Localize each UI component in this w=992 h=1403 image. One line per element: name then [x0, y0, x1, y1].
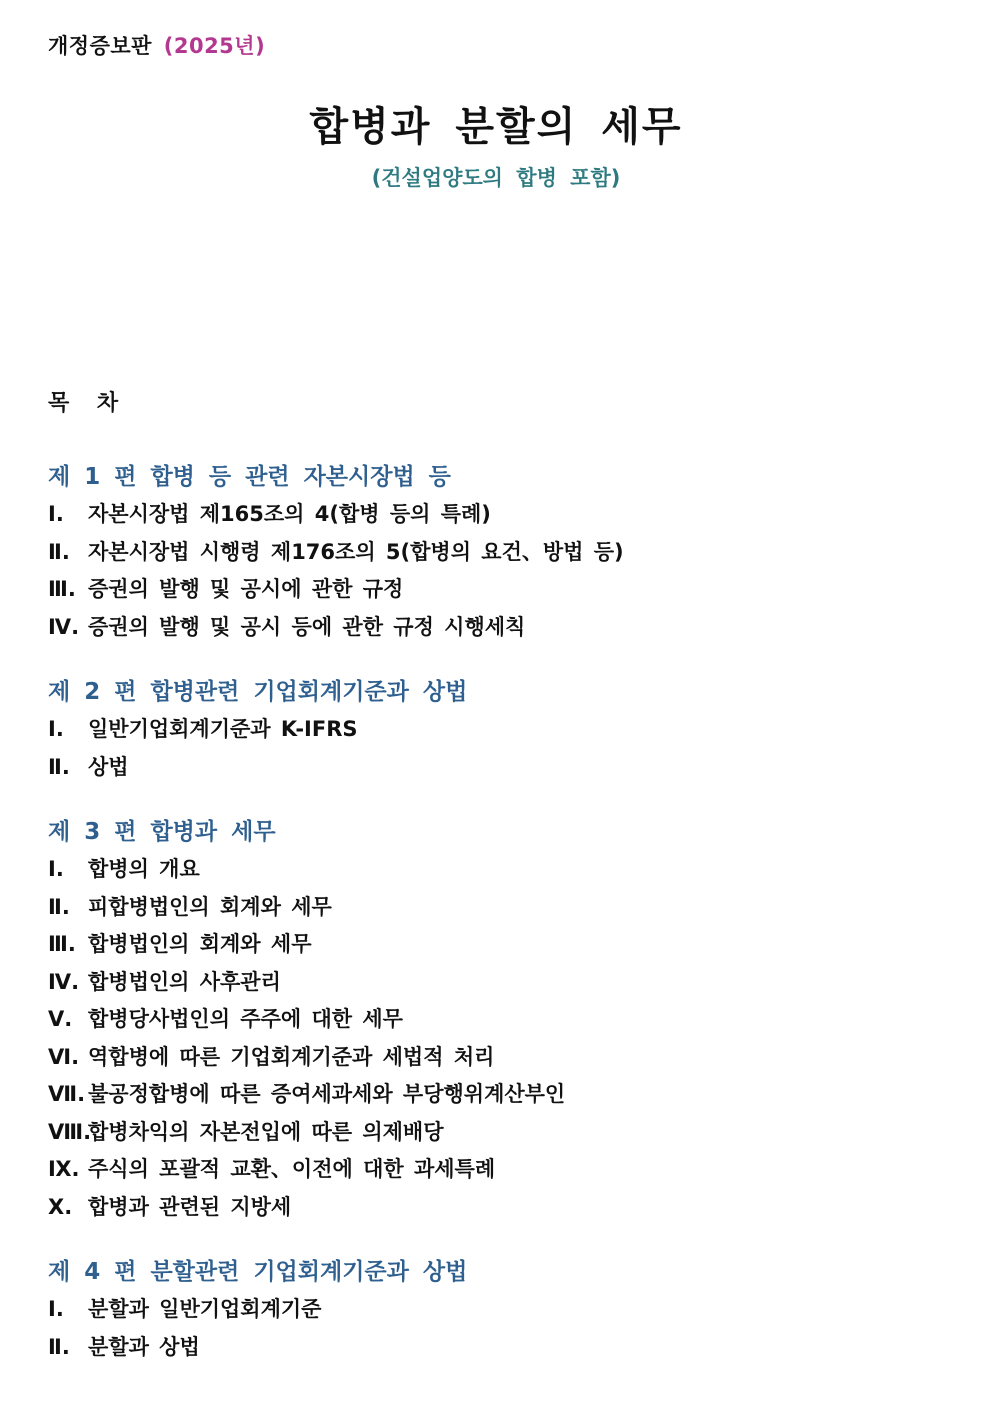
chapter-title: 역합병에 따른 기업회계기준과 세법적 처리 — [88, 1044, 495, 1069]
chapter-number: Ⅱ. — [48, 754, 70, 779]
document-subtitle: (건설업양도의 합병 포함) — [371, 166, 621, 190]
chapter-title: 자본시장법 제165조의 4(합병 등의 특례) — [88, 502, 491, 526]
chapter-item — [48, 534, 948, 572]
chapter-item — [48, 1151, 948, 1189]
chapter-number: Ⅲ. — [48, 932, 76, 956]
chapter-item — [48, 749, 948, 787]
chapter-number: Ⅱ. — [48, 894, 70, 919]
chapter-item — [48, 496, 948, 534]
chapter-number: Ⅱ. — [48, 1334, 70, 1359]
chapter-item — [48, 1076, 948, 1114]
chapter-title: 증권의 발행 및 공시 등에 관한 규정 시행세칙 — [88, 614, 526, 639]
chapter-title: 증권의 발행 및 공시에 관한 규정 — [88, 577, 404, 601]
chapter-number: Ⅰ. — [48, 857, 64, 881]
chapter-title: 일반기업회계기준과 K-IFRS — [88, 717, 358, 741]
chapter-number: Ⅷ. — [48, 1119, 92, 1144]
chapter-number: Ⅲ. — [48, 577, 76, 601]
chapter-item — [48, 711, 948, 749]
toc-heading: 목 차 — [48, 391, 129, 416]
chapter-item — [48, 571, 948, 609]
chapter-number: Ⅹ. — [48, 1194, 73, 1219]
chapter-item — [48, 1329, 948, 1367]
chapter-title: 주식의 포괄적 교환、이전에 대한 과세특례 — [88, 1157, 496, 1181]
chapter-title: 합병법인의 사후관리 — [88, 969, 281, 994]
chapter-number: Ⅰ. — [48, 502, 64, 526]
chapter-item — [48, 1039, 948, 1077]
chapter-item — [48, 889, 948, 927]
chapter-item — [48, 1291, 948, 1329]
toc-part — [48, 813, 948, 1226]
chapter-title: 합병의 개요 — [88, 857, 200, 881]
edition-text: 개정증보판 — [48, 34, 152, 58]
table-of-contents — [48, 458, 948, 1393]
part-title: 제 3 편 합병과 세무 — [48, 819, 276, 845]
chapter-number: Ⅰ. — [48, 1297, 64, 1321]
chapter-item — [48, 609, 948, 647]
chapter-number: Ⅰ. — [48, 717, 64, 741]
document-title: 합병과 분할의 세무 — [309, 104, 683, 150]
part-title: 제 4 편 분할관련 기업회계기준과 상법 — [48, 1259, 468, 1285]
chapter-title: 합병법인의 회계와 세무 — [88, 932, 312, 956]
chapter-item — [48, 1001, 948, 1039]
chapter-title: 합병과 관련된 지방세 — [88, 1194, 292, 1219]
chapter-item — [48, 1189, 948, 1227]
chapter-title: 불공정합병에 따른 증여세과세와 부당행위계산부인 — [88, 1082, 566, 1106]
toc-part — [48, 673, 948, 786]
chapter-title: 상법 — [88, 754, 129, 779]
chapter-number: Ⅶ. — [48, 1082, 86, 1106]
toc-part — [48, 1253, 948, 1366]
chapter-number: Ⅵ. — [48, 1044, 80, 1069]
toc-part — [48, 458, 948, 646]
part-title: 제 1 편 합병 등 관련 자본시장법 등 — [48, 464, 451, 490]
edition-label — [48, 30, 265, 60]
chapter-number: Ⅱ. — [48, 539, 70, 564]
chapter-title: 자본시장법 시행령 제176조의 5(합병의 요건、방법 등) — [88, 539, 624, 564]
edition-year: (2025년) — [163, 34, 266, 58]
chapter-number: Ⅸ. — [48, 1157, 80, 1181]
part-title: 제 2 편 합병관련 기업회계기준과 상법 — [48, 679, 468, 705]
chapter-number: Ⅳ. — [48, 614, 80, 639]
chapter-item — [48, 851, 948, 889]
chapter-number: Ⅳ. — [48, 969, 80, 994]
chapter-title: 합병차익의 자본전입에 따른 의제배당 — [88, 1119, 444, 1144]
chapter-title: 분할과 일반기업회계기준 — [88, 1297, 322, 1321]
chapter-item — [48, 926, 948, 964]
chapter-item — [48, 964, 948, 1002]
chapter-title: 합병당사법인의 주주에 대한 세무 — [88, 1007, 403, 1031]
chapter-title: 분할과 상법 — [88, 1334, 200, 1359]
chapter-number: Ⅴ. — [48, 1007, 73, 1031]
chapter-item — [48, 1114, 948, 1152]
chapter-title: 피합병법인의 회계와 세무 — [88, 894, 332, 919]
